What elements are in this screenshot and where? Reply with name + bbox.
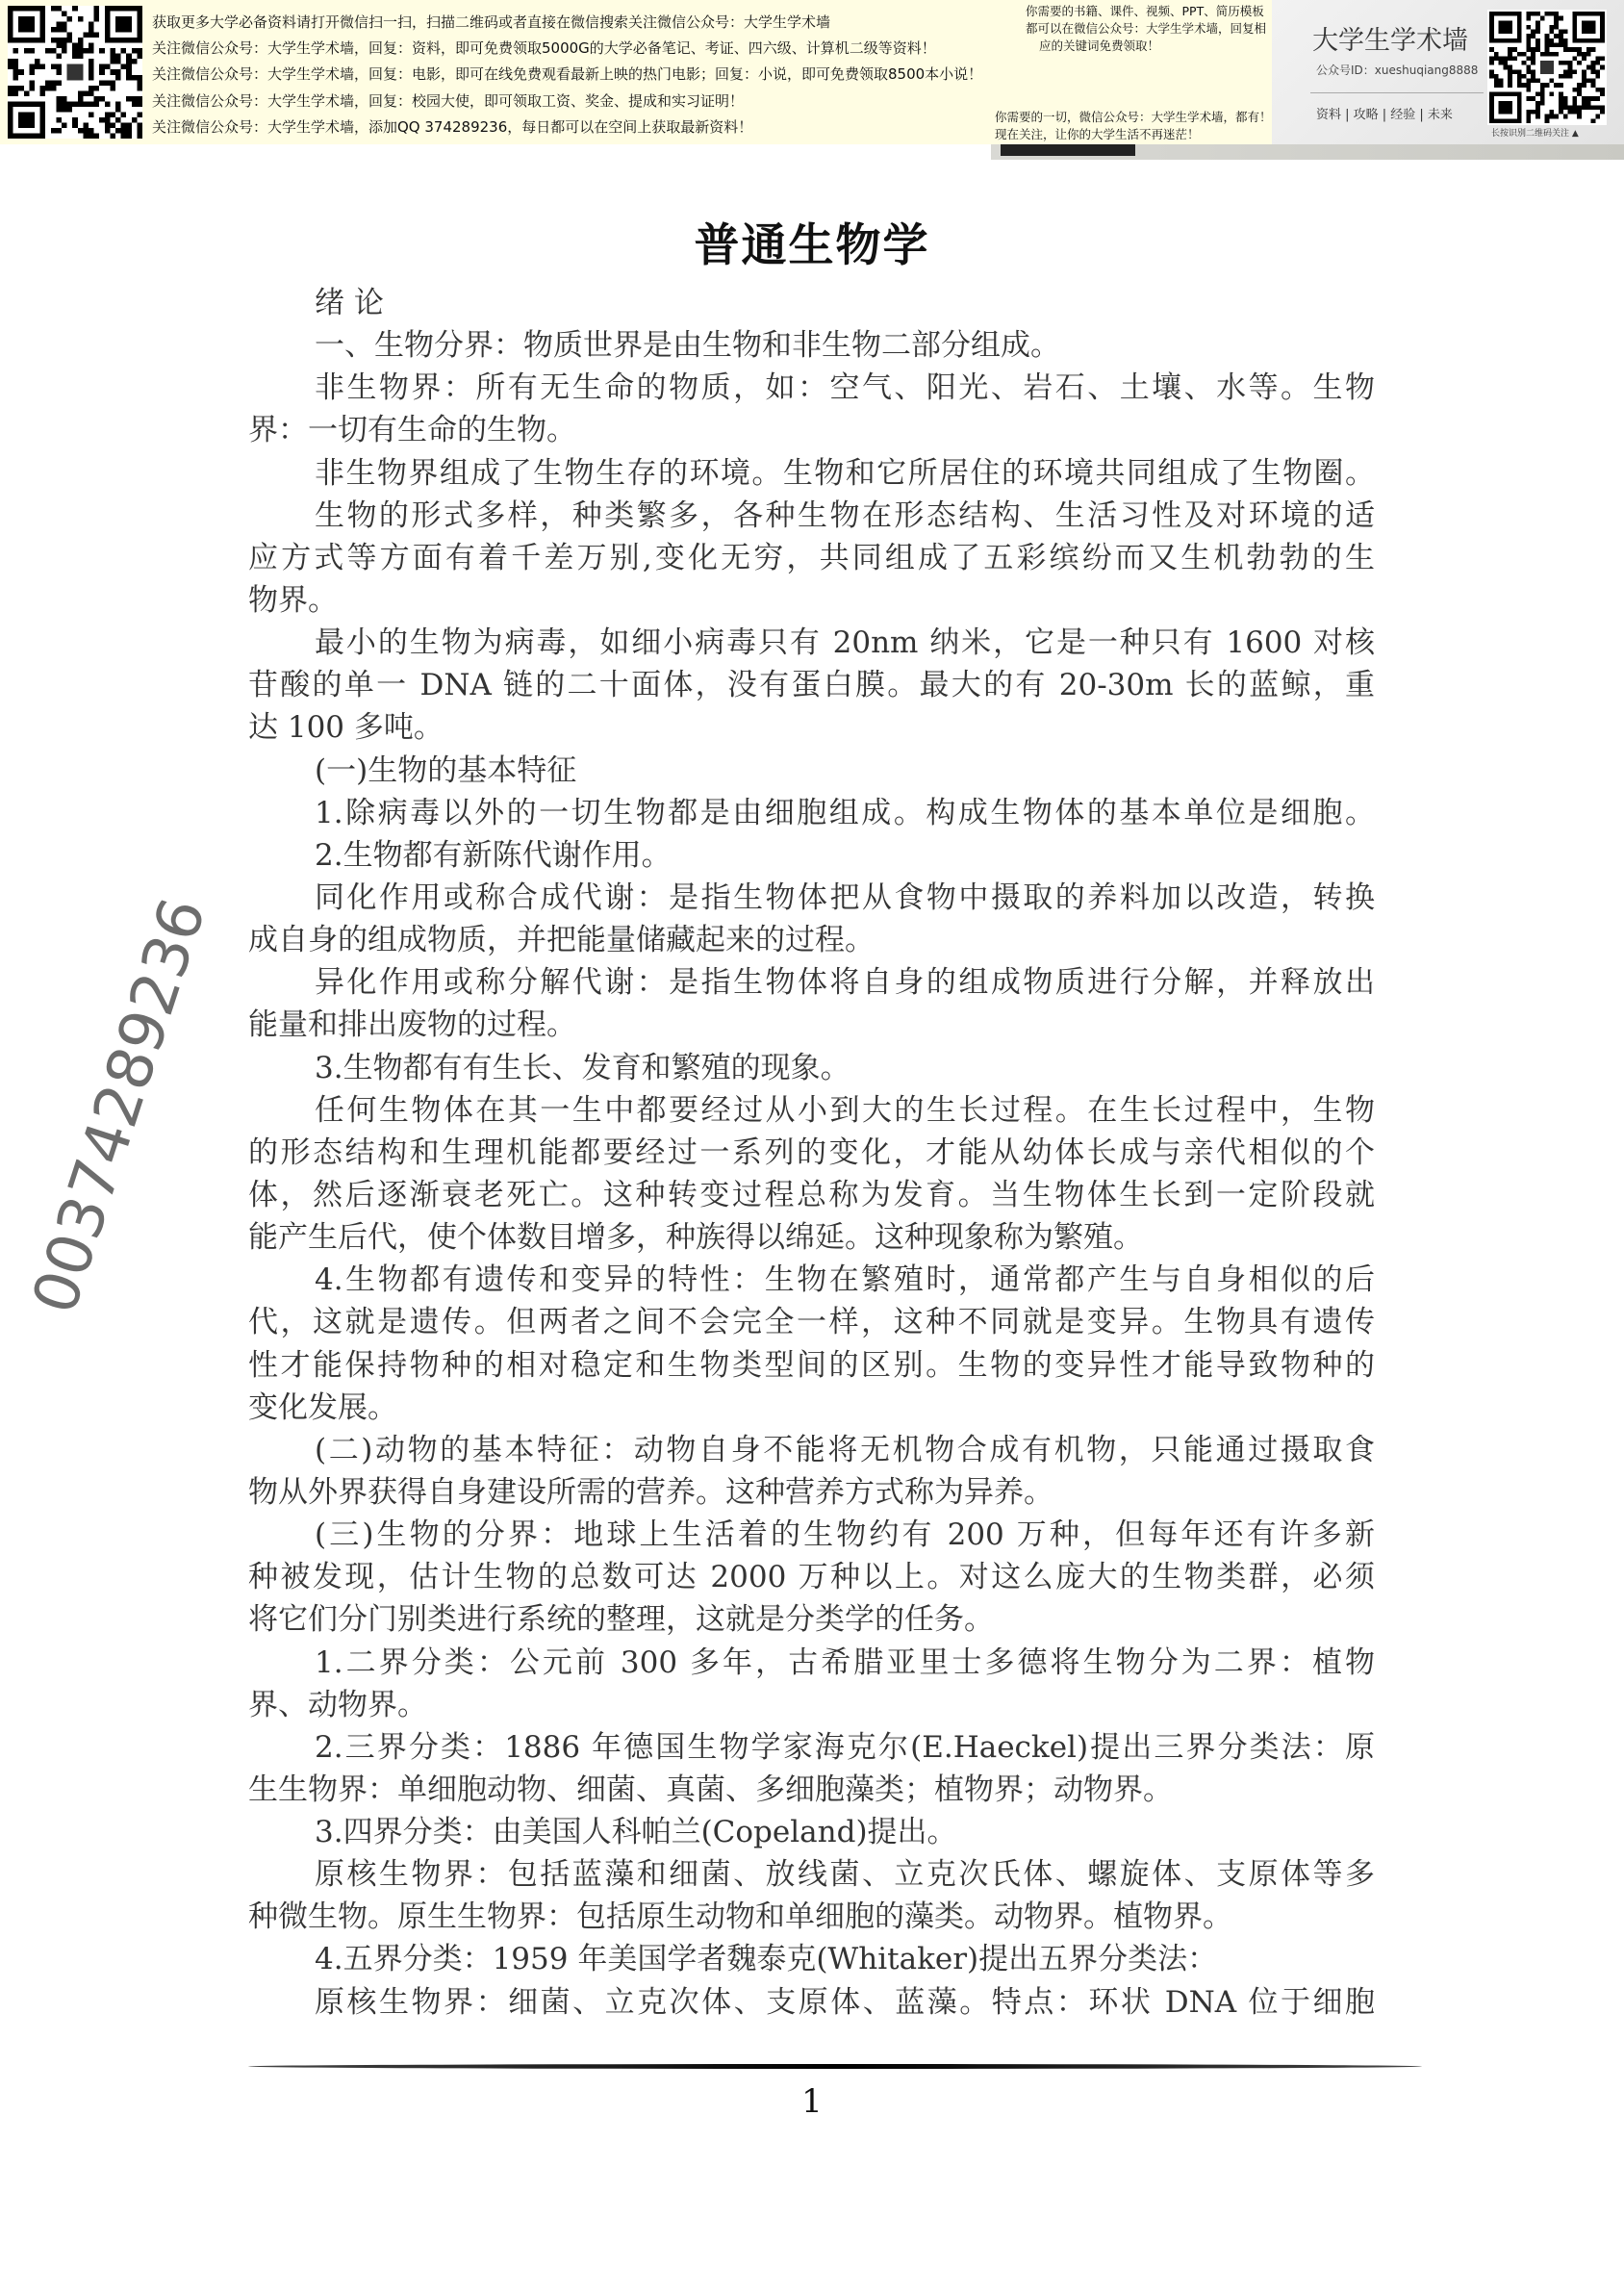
account-tags: 资料 | 攻略 | 经验 | 未来 bbox=[1316, 108, 1453, 122]
qr-code-right bbox=[1487, 10, 1607, 125]
text-line: 1.除病毒以外的一切生物都是由细胞组成。构成生物体的基本单位是细胞。 bbox=[315, 795, 1375, 830]
qr-caption: 长按识别二维码关注 ▲ bbox=[1491, 129, 1579, 139]
text-line: 非生物界组成了生物生存的环境。生物和它所居住的环境共同组成了生物圈。 bbox=[315, 455, 1375, 491]
text-line: 一、生物分界：物质世界是由生物和非生物二部分组成。 bbox=[315, 328, 1060, 364]
text-line: 成自身的组成物质，并把能量储藏起来的过程。 bbox=[248, 923, 875, 958]
text-line: 2.三界分类：1886 年德国生物学家海克尔(E.Haeckel)提出三界分类法：原 bbox=[315, 1729, 1375, 1765]
text-line: 达 100 多吨。 bbox=[248, 710, 444, 746]
banner-line: 关注微信公众号：大学生学术墙，回复：电影，即可在线免费观看最新上映的热门电影；回复：小说，即可免费领取8500本小说！ bbox=[152, 65, 983, 83]
text-line: 应方式等方面有着千差万别,变化无穷，共同组成了五彩缤纷而又生机勃勃的生 bbox=[248, 540, 1375, 575]
watermark: 00374289236 bbox=[19, 889, 220, 1322]
text-line: 同化作用或称合成代谢：是指生物体把从食物中摄取的养料加以改造，转换 bbox=[315, 879, 1375, 915]
banner-middle-line: 现在关注，让你的大学生活不再迷茫！ bbox=[995, 127, 1200, 141]
qr-code-left bbox=[8, 6, 142, 139]
text-line: 界：一切有生命的生物。 bbox=[248, 413, 576, 448]
banner-middle-line: 应的关键词免费领取！ bbox=[1039, 38, 1160, 53]
text-line: 原核生物界：包括蓝藻和细菌、放线菌、立克次氏体、螺旋体、支原体等多 bbox=[315, 1857, 1375, 1893]
text-line: 2.生物都有新陈代谢作用。 bbox=[315, 837, 672, 873]
footer-rule bbox=[248, 2064, 1422, 2069]
text-line: 苷酸的单一 DNA 链的二十面体，没有蛋白膜。最大的有 20-30m 长的蓝鲸，重 bbox=[248, 668, 1375, 703]
banner-line: 获取更多大学必备资料请打开微信扫一扫，扫描二维码或者直接在微信搜索关注微信公众号：大学生学术墙 bbox=[152, 13, 831, 31]
text-line: 绪 论 bbox=[315, 286, 384, 320]
divider bbox=[1310, 92, 1484, 93]
text-line: 界、动物界。 bbox=[248, 1687, 427, 1722]
wechat-account-card bbox=[1272, 0, 1624, 144]
banner-line: 关注微信公众号：大学生学术墙，回复：校园大使，即可领取工资、奖金、提成和实习证明！ bbox=[152, 92, 745, 110]
text-line: 生生物界：单细胞动物、细菌、真菌、多细胞藻类；植物界；动物界。 bbox=[248, 1771, 1173, 1807]
ad-banner bbox=[0, 0, 1624, 144]
text-line: 变化发展。 bbox=[248, 1389, 397, 1425]
banner-middle-line: 你需要的一切，微信公众号：大学生学术墙，都有！ bbox=[995, 110, 1272, 124]
document-body bbox=[248, 282, 1375, 2024]
text-line: 能量和排出废物的过程。 bbox=[248, 1007, 576, 1043]
page-number: 1 bbox=[801, 2082, 823, 2121]
text-line: 非生物界：所有无生命的物质，如：空气、阳光、岩石、土壤、水等。生物 bbox=[315, 370, 1375, 406]
text-line: 任何生物体在其一生中都要经过从小到大的生长过程。在生长过程中，生物 bbox=[315, 1092, 1375, 1128]
text-line: 能产生后代，使个体数目增多，种族得以绵延。这种现象称为繁殖。 bbox=[248, 1220, 1143, 1256]
account-id: 公众号ID：xueshuqiang8888 bbox=[1316, 64, 1479, 77]
text-line: 体，然后逐渐衰老死亡。这种转变过程总称为发育。当生物体生长到一定阶段就 bbox=[248, 1177, 1375, 1212]
text-line: (一)生物的基本特征 bbox=[315, 752, 577, 788]
text-line: 3.生物都有有生长、发育和繁殖的现象。 bbox=[315, 1050, 850, 1085]
text-line: 的形态结构和生理机能都要经过一系列的变化，才能从幼体长成与亲代相似的个 bbox=[248, 1134, 1375, 1170]
banner-middle-line: 都可以在微信公众号：大学生学术墙，回复相 bbox=[1026, 21, 1267, 36]
account-name: 大学生学术墙 bbox=[1312, 26, 1468, 56]
banner-bottom-strip bbox=[0, 144, 1624, 160]
text-line: (三)生物的分界：地球上生活着的生物约有 200 万种，但每年还有许多新 bbox=[315, 1517, 1375, 1553]
cropped-text-fragment bbox=[1001, 144, 1135, 156]
text-line: 物界。 bbox=[248, 582, 338, 618]
banner-line: 关注微信公众号：大学生学术墙，添加QQ 374289236，每日都可以在空间上获取最新资料！ bbox=[152, 118, 753, 136]
text-line: 生物的形式多样，种类繁多，各种生物在形态结构、生活习性及对环境的适 bbox=[315, 497, 1375, 533]
text-line: 异化作用或称分解代谢：是指生物体将自身的组成物质进行分解，并释放出 bbox=[315, 965, 1375, 1001]
text-line: 4.五界分类：1959 年美国学者魏泰克(Whitaker)提出五界分类法： bbox=[315, 1942, 1218, 1977]
text-line: 种被发现，估计生物的总数可达 2000 万种以上。对这么庞大的生物类群，必须 bbox=[248, 1560, 1375, 1595]
text-line: 3.四界分类：由美国人科帕兰(Copeland)提出。 bbox=[315, 1815, 957, 1850]
text-line: 性才能保持物种的相对稳定和生物类型间的区别。生物的变异性才能导致物种的 bbox=[248, 1347, 1375, 1383]
text-line: 4.生物都有遗传和变异的特性：生物在繁殖时，通常都产生与自身相似的后 bbox=[315, 1262, 1375, 1298]
text-line: (二)动物的基本特征：动物自身不能将无机物合成有机物，只能通过摄取食 bbox=[315, 1432, 1375, 1467]
text-line: 代，这就是遗传。但两者之间不会完全一样，这种不同就是变异。生物具有遗传 bbox=[248, 1305, 1375, 1340]
text-line: 1.二界分类：公元前 300 多年，古希腊亚里士多德将生物分为二界：植物 bbox=[315, 1644, 1375, 1680]
document-title: 普通生物学 bbox=[694, 219, 930, 272]
banner-middle-line: 你需要的书籍、课件、视频、PPT、简历模板 bbox=[1026, 4, 1264, 18]
text-line: 最小的生物为病毒，如细小病毒只有 20nm 纳米，它是一种只有 1600 对核 bbox=[315, 625, 1375, 661]
text-line: 物从外界获得自身建设所需的营养。这种营养方式称为异养。 bbox=[248, 1474, 1053, 1510]
text-line: 种微生物。原生生物界：包括原生动物和单细胞的藻类。动物界。植物界。 bbox=[248, 1899, 1232, 1935]
text-line: 原核生物界：细菌、立克次体、支原体、蓝藻。特点：环状 DNA 位于细胞 bbox=[315, 1984, 1375, 2020]
banner-line: 关注微信公众号：大学生学术墙，回复：资料，即可免费领取5000G的大学必备笔记、考证、四六级、计算机二级等资料！ bbox=[152, 39, 936, 57]
text-line: 将它们分门别类进行系统的整理，这就是分类学的任务。 bbox=[248, 1602, 994, 1638]
